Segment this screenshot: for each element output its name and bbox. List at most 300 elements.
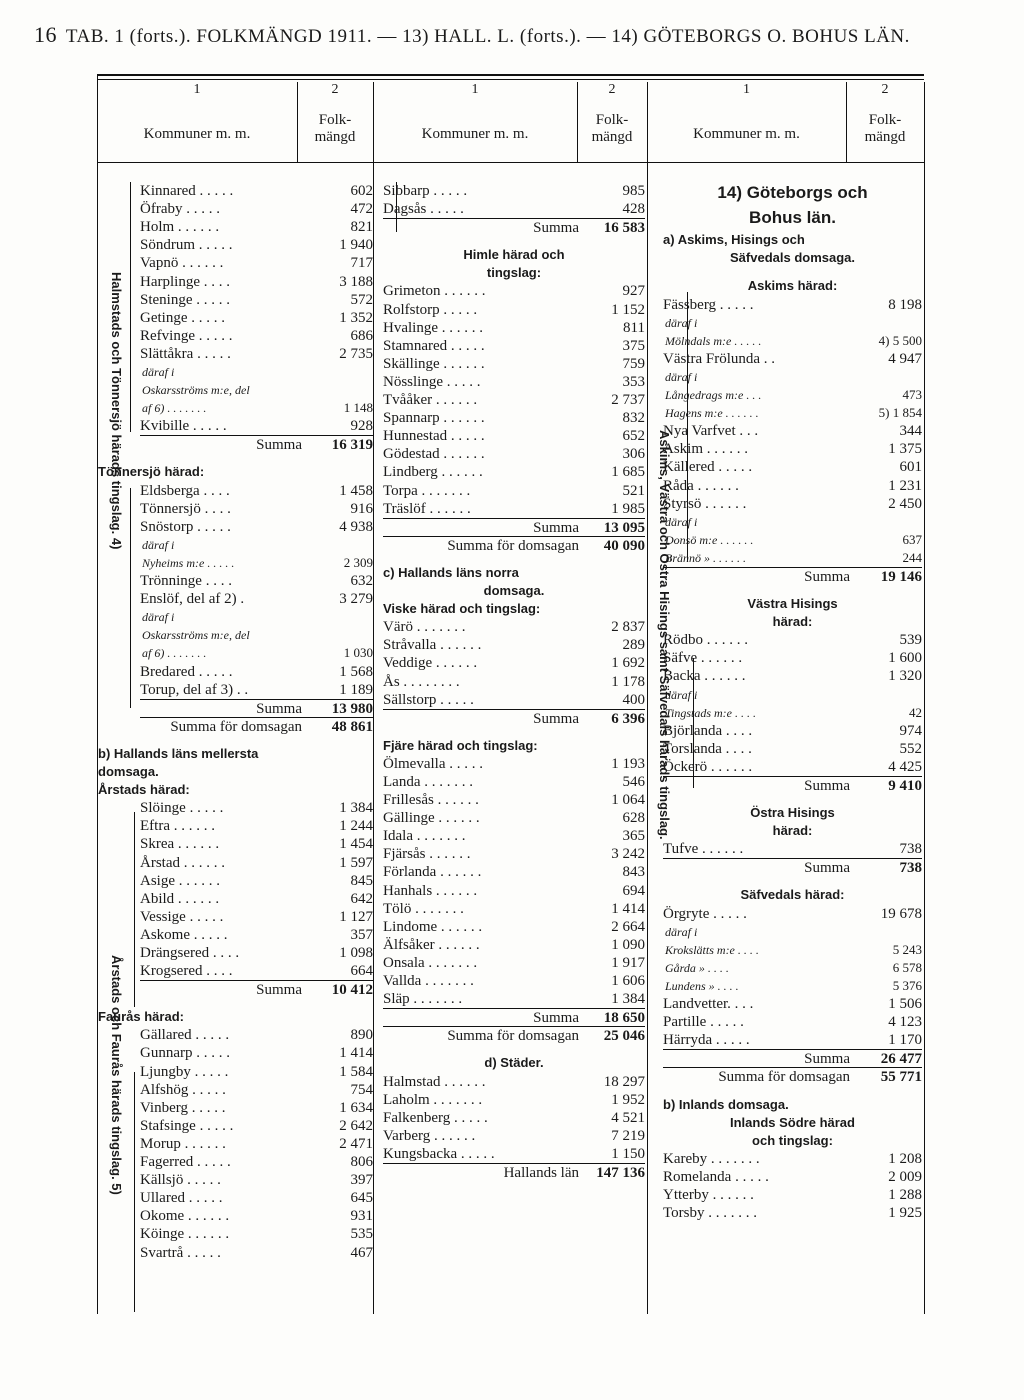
table-row — [140, 1099, 373, 1117]
column-header-kommuner: Kommuner m. m. — [421, 126, 529, 142]
section-heading — [98, 463, 373, 481]
kommun-name: Sibbarp . . . . . — [383, 183, 468, 199]
group-brace — [130, 182, 131, 432]
kommun-name: af 6) . . . . . . . — [142, 401, 207, 415]
folkmangd-value: 18 297 — [603, 1074, 645, 1090]
kommun-name: Snöstorp . . . . . — [140, 519, 231, 535]
kommun-name: däraf i — [665, 316, 698, 330]
folkmangd-value: 1 384 — [611, 991, 645, 1007]
folkmangd-value: 632 — [350, 573, 373, 589]
folkmangd-value: 1 030 — [343, 645, 373, 660]
folkmangd-value: 806 — [350, 1154, 373, 1170]
folkmangd-value: 1 170 — [888, 1032, 922, 1048]
kommun-name: Vinberg . . . . . — [140, 1100, 226, 1116]
kommun-name: Okome . . . . . . — [140, 1208, 230, 1224]
summa-row — [663, 776, 922, 795]
table-row — [140, 482, 373, 500]
kommun-name: Himle härad och — [463, 247, 565, 262]
kommun-name: Örgryte . . . . . — [663, 906, 747, 922]
folkmangd-value: 832 — [622, 410, 645, 426]
kommun-name: Brännö » . . . . . . — [665, 551, 746, 565]
table-row — [140, 835, 373, 853]
kommun-name: Lundens » . . . . — [665, 979, 739, 993]
summa-row — [140, 699, 373, 718]
kommun-name: Stråvalla . . . . . . — [383, 637, 482, 653]
kommun-name: och tingslag: — [752, 1133, 833, 1148]
section-heading — [663, 249, 922, 267]
kommun-name: c) Hallands läns norra — [383, 565, 519, 580]
column-number: 2 — [331, 82, 339, 97]
kommun-name: Skällinge . . . . . . — [383, 356, 485, 372]
kommun-name: härad: — [772, 823, 813, 838]
kommun-name: Steninge . . . . . — [140, 292, 230, 308]
column-number: 2 — [608, 82, 616, 97]
kommun-name: Summa för domsagan — [718, 1069, 850, 1085]
kommun-name: Onsala . . . . . . . — [383, 955, 478, 971]
table-row — [140, 1081, 373, 1099]
table-row — [383, 1091, 645, 1109]
kommun-name: Askome . . . . . — [140, 927, 228, 943]
kommun-name: b) Hallands läns mellersta — [98, 746, 259, 761]
kommun-name: Enslöf, del af 2) . — [140, 591, 245, 607]
table-row — [140, 854, 373, 872]
table-row — [383, 673, 645, 691]
kommun-name: Björlanda . . . . — [663, 723, 753, 739]
folkmangd-value: 1 193 — [611, 756, 645, 772]
table-row — [383, 618, 645, 636]
kommun-name: Kvibille . . . . . — [140, 418, 227, 434]
section-heading — [663, 613, 922, 631]
kommun-name: domsaga. — [98, 764, 159, 779]
folkmangd-value: 974 — [899, 723, 922, 739]
table-row — [383, 500, 645, 518]
folkmangd-value: 1 288 — [888, 1187, 922, 1203]
folkmangd-value: 1 685 — [611, 464, 645, 480]
column-header-kommuner: Kommuner m. m. — [693, 126, 800, 142]
subdivision-row — [663, 549, 922, 567]
folkmangd-value: 845 — [350, 873, 373, 889]
column-header-line: Folk- — [318, 112, 352, 128]
folkmangd-value: 6 578 — [892, 960, 922, 975]
kommun-name: Summa — [804, 569, 850, 585]
folkmangd-value: 400 — [622, 692, 645, 708]
kommun-name: Idala . . . . . . . — [383, 828, 466, 844]
kommun-name: Summa för domsagan — [447, 1028, 579, 1044]
subdivision-row — [663, 704, 922, 722]
kommun-name: Krogsered . . . . — [140, 963, 233, 979]
kommun-name: Öckerö . . . . . . — [663, 759, 753, 775]
folkmangd-value: 738 — [899, 860, 922, 876]
kommun-name: Gödestad . . . . . . — [383, 446, 485, 462]
kommun-name: Källered . . . . . — [663, 459, 753, 475]
folkmangd-value: 1 917 — [611, 955, 645, 971]
folkmangd-value: 1 152 — [611, 302, 645, 318]
col-divider — [97, 76, 98, 1314]
group-brace — [130, 488, 131, 708]
domsaga-total-row — [140, 717, 373, 736]
subdivision-row — [140, 536, 373, 554]
folkmangd-value: 1 692 — [611, 655, 645, 671]
table-row — [140, 236, 373, 254]
kommun-name: Faurås härad: — [98, 1009, 184, 1024]
domsaga-total-row — [383, 536, 645, 555]
folkmangd-value: 601 — [899, 459, 922, 475]
folkmangd-value: 19 146 — [880, 569, 922, 585]
table-row — [140, 1225, 373, 1243]
kommun-name: Holm . . . . . . — [140, 219, 220, 235]
folkmangd-value: 2 471 — [339, 1136, 373, 1152]
table-row — [140, 254, 373, 272]
kommun-name: Stafsinge . . . . . — [140, 1118, 234, 1134]
folkmangd-value: 821 — [350, 219, 373, 235]
folkmangd-value: 40 090 — [603, 538, 645, 554]
folkmangd-value: 473 — [902, 387, 922, 402]
kommun-name: däraf i — [142, 538, 175, 552]
kommun-name: Gällinge . . . . . . — [383, 810, 480, 826]
table-row — [140, 1189, 373, 1207]
table-row — [383, 827, 645, 845]
folkmangd-value: 1 506 — [888, 996, 922, 1012]
kommun-name: Eldsberga . . . . — [140, 483, 230, 499]
kommun-name: däraf i — [665, 925, 698, 939]
folkmangd-value: 1 597 — [339, 855, 373, 871]
column-header-folkmangd — [577, 112, 647, 146]
kommun-name: Fagerred . . . . . — [140, 1154, 231, 1170]
table-row — [383, 1127, 645, 1145]
kommun-name: Nyheims m:e . . . . . — [142, 556, 235, 570]
table-row — [383, 200, 645, 218]
kommun-name: Gunnarp . . . . . — [140, 1045, 230, 1061]
folkmangd-value: 1 127 — [339, 909, 373, 925]
kommun-name: Donsö m:e . . . . . . — [665, 533, 754, 547]
folkmangd-value: 2 642 — [339, 1118, 373, 1134]
table-row — [383, 936, 645, 954]
folkmangd-value: 16 583 — [603, 220, 645, 236]
header-bottom-rule — [97, 162, 924, 163]
folkmangd-value: 9 410 — [888, 778, 922, 794]
kommun-name: Nya Varfvet . . . — [663, 423, 759, 439]
kommun-name: Torslanda . . . . — [663, 741, 752, 757]
folkmangd-value: 1 634 — [339, 1100, 373, 1116]
kommun-name: Summa — [256, 982, 302, 998]
folkmangd-value: 686 — [350, 328, 373, 344]
table-row — [140, 273, 373, 291]
folkmangd-value: 344 — [899, 423, 922, 439]
kommun-name: Morup . . . . . . — [140, 1136, 226, 1152]
kommun-name: Svartrå . . . . . — [140, 1245, 221, 1261]
kommun-name: Alfshög . . . . . — [140, 1082, 226, 1098]
table-row — [140, 1153, 373, 1171]
top-rule — [97, 74, 924, 76]
kommun-name: Vessige . . . . . — [140, 909, 224, 925]
kommun-name: Landvetter. . . . — [663, 996, 754, 1012]
table-row — [140, 291, 373, 309]
column-number: 1 — [471, 82, 479, 97]
table-row — [383, 845, 645, 863]
kommun-name: Summa — [804, 1051, 850, 1067]
column-header-folkmangd — [846, 112, 924, 146]
kommun-name: Årstad . . . . . . — [140, 855, 225, 871]
kommun-name: Fässberg . . . . . — [663, 297, 754, 313]
table-row — [663, 740, 922, 758]
table-row — [140, 345, 373, 363]
folkmangd-value: 1 384 — [339, 800, 373, 816]
folkmangd-value: 1 320 — [888, 668, 922, 684]
kommun-name: Summa — [533, 220, 579, 236]
kommun-name: Fjäre härad och tingslag: — [383, 738, 538, 753]
table-row — [383, 391, 645, 409]
kommun-name: Krokslätts m:e . . . . — [665, 943, 759, 957]
folkmangd-value: 1 098 — [339, 945, 373, 961]
table-row — [383, 445, 645, 463]
section-heading — [383, 582, 645, 600]
kommun-name: Frillesås . . . . . . — [383, 792, 479, 808]
kommun-name: Styrsö . . . . . . — [663, 496, 747, 512]
table-row — [383, 654, 645, 672]
folkmangd-value: 694 — [622, 883, 645, 899]
kommun-name: Rödbo . . . . . . — [663, 632, 749, 648]
folkmangd-value: 5 376 — [892, 978, 922, 993]
folkmangd-value: 572 — [350, 292, 373, 308]
kommun-name: Summa — [804, 778, 850, 794]
folkmangd-value: 552 — [899, 741, 922, 757]
summa-row — [140, 435, 373, 454]
group-brace — [134, 812, 135, 1007]
kommun-name: Viske härad och tingslag: — [383, 601, 541, 616]
section-heading — [98, 745, 373, 763]
kommun-name: Eftra . . . . . . — [140, 818, 215, 834]
table-row — [663, 722, 922, 740]
top-rule-thin — [97, 79, 924, 80]
table-row — [383, 972, 645, 990]
folkmangd-value: 916 — [350, 501, 373, 517]
column-header-kommuner: Kommuner m. m. — [143, 126, 251, 142]
folkmangd-value: 759 — [622, 356, 645, 372]
kommun-name: däraf i — [142, 610, 175, 624]
kommun-name: Abild . . . . . . — [140, 891, 220, 907]
table-row — [140, 1026, 373, 1044]
folkmangd-value: 1 600 — [888, 650, 922, 666]
subdivision-row — [663, 314, 922, 332]
folkmangd-value: 927 — [622, 283, 645, 299]
folkmangd-value: 10 412 — [331, 982, 373, 998]
section-heading — [663, 886, 922, 904]
table-row — [663, 905, 922, 923]
kommun-name: Källsjö . . . . . — [140, 1172, 221, 1188]
folkmangd-value: 1 189 — [339, 682, 373, 698]
page-title: TAB. 1 (forts.). FOLKMÄNGD 1911. — 13) HALL. L. (forts.). — 14) GÖTEBORGS O. BOHUS LÄN. — [65, 26, 910, 47]
column-number: 1 — [193, 82, 201, 97]
table-row — [140, 890, 373, 908]
folkmangd-value: 3 279 — [339, 591, 373, 607]
table-row — [383, 301, 645, 319]
folkmangd-value: 5 243 — [892, 942, 922, 957]
folkmangd-value: 1 952 — [611, 1092, 645, 1108]
folkmangd-value: 546 — [622, 774, 645, 790]
kommun-name: Mölndals m:e . . . . . — [665, 334, 762, 348]
kommun-name: Summa — [256, 701, 302, 717]
kommun-name: Säfve . . . . . . — [663, 650, 743, 666]
kommun-name: d) Städer. — [484, 1055, 544, 1070]
kommun-name: Backa . . . . . . — [663, 668, 746, 684]
table-row — [383, 1145, 645, 1163]
folkmangd-value: 843 — [622, 864, 645, 880]
table-row — [663, 758, 922, 776]
folkmangd-value: 19 678 — [880, 906, 922, 922]
kommun-name: Ljungby . . . . . — [140, 1064, 229, 1080]
subdivision-row — [663, 368, 922, 386]
folkmangd-value: 928 — [350, 418, 373, 434]
folkmangd-value: 4) 5 500 — [878, 333, 922, 348]
kommun-name: Summa för domsagan — [170, 719, 302, 735]
table-row — [383, 482, 645, 500]
table-row — [663, 495, 922, 513]
folkmangd-value: 931 — [350, 1208, 373, 1224]
kommun-name: Bredared . . . . . — [140, 664, 233, 680]
kommun-name: Ullared . . . . . — [140, 1190, 223, 1206]
subdivision-row — [663, 386, 922, 404]
folkmangd-value: 42 — [909, 705, 922, 720]
table-row — [140, 182, 373, 200]
folkmangd-value: 1 940 — [339, 237, 373, 253]
kommun-name: af 6) . . . . . . . — [142, 646, 207, 660]
kommun-name: Summa för domsagan — [447, 538, 579, 554]
folkmangd-value: 244 — [902, 550, 922, 565]
table-row — [383, 954, 645, 972]
kommun-name: tingslag: — [486, 265, 542, 280]
kommun-name: b) Inlands domsaga. — [663, 1097, 789, 1112]
kommun-name: Tufve . . . . . . — [663, 841, 744, 857]
kommun-name: Vallda . . . . . . . — [383, 973, 474, 989]
table-row — [663, 440, 922, 458]
section-heading — [663, 1096, 922, 1114]
table-row — [383, 882, 645, 900]
folkmangd-value: 717 — [350, 255, 373, 271]
table-row — [140, 500, 373, 518]
folkmangd-value: 8 198 — [888, 297, 922, 313]
kommun-name: Nösslinge . . . . . — [383, 374, 481, 390]
table-row — [140, 962, 373, 980]
column-number: 1 — [743, 82, 750, 97]
folkmangd-value: 18 650 — [603, 1010, 645, 1026]
section-heading — [383, 264, 645, 282]
kommun-name: Härryda . . . . . — [663, 1032, 750, 1048]
folkmangd-value: 472 — [350, 201, 373, 217]
folkmangd-value: 353 — [622, 374, 645, 390]
kommun-name: Köinge . . . . . . — [140, 1226, 230, 1242]
folkmangd-value: 16 319 — [331, 437, 373, 453]
kommun-name: Summa — [533, 520, 579, 536]
section-heading — [663, 595, 922, 613]
table-row — [383, 773, 645, 791]
subdivision-row — [663, 977, 922, 995]
table-row — [140, 799, 373, 817]
table-row — [383, 463, 645, 481]
folkmangd-value: 1 178 — [611, 674, 645, 690]
summa-row — [140, 980, 373, 999]
table-row — [663, 631, 922, 649]
kommun-name: Långedrags m:e . . . — [665, 388, 762, 402]
side-label-halmstads: Halmstads och Tönnersjö härads tingslag. 4) — [109, 272, 124, 550]
subdivision-row — [663, 404, 922, 422]
kommun-name: Västra Hisings — [747, 596, 838, 611]
section-heading — [98, 763, 373, 781]
table-row — [140, 872, 373, 890]
folkmangd-value: 48 861 — [331, 719, 373, 735]
folkmangd-value: 1 090 — [611, 937, 645, 953]
table-row — [383, 282, 645, 300]
folkmangd-value: 1 454 — [339, 836, 373, 852]
folkmangd-value: 4 938 — [339, 519, 373, 535]
folkmangd-value: 375 — [622, 338, 645, 354]
subdivision-row — [140, 399, 373, 417]
table-row — [383, 791, 645, 809]
kommun-name: Tönnersjö . . . . — [140, 501, 231, 517]
table-row — [383, 809, 645, 827]
table-row — [383, 900, 645, 918]
domsaga-total-row — [383, 1026, 645, 1045]
section-heading — [383, 564, 645, 582]
folkmangd-value: 2 309 — [343, 555, 373, 570]
kommun-name: Halmstad . . . . . . — [383, 1074, 486, 1090]
county-heading — [663, 184, 922, 202]
section-heading — [663, 1132, 922, 1150]
kommun-name: Romelanda . . . . . — [663, 1169, 769, 1185]
section-heading — [383, 600, 645, 618]
kommun-name: Förlanda . . . . . . — [383, 864, 482, 880]
group-brace — [134, 1072, 135, 1312]
kommun-name: Årstads härad: — [98, 782, 190, 797]
kommun-name: Ås . . . . . . . . — [383, 674, 460, 690]
table-row — [663, 1204, 922, 1222]
kommun-name: Kinnared . . . . . — [140, 183, 234, 199]
column-header-line: mängd — [314, 129, 356, 145]
section-heading — [663, 277, 922, 295]
section-heading — [383, 1054, 645, 1072]
table-row — [383, 319, 645, 337]
subdivision-row — [663, 513, 922, 531]
folkmangd-value: 1 375 — [888, 441, 922, 457]
subdivision-row — [140, 608, 373, 626]
kommun-name: Falkenberg . . . . . — [383, 1110, 488, 1126]
kommun-name: Laholm . . . . . . . — [383, 1092, 483, 1108]
table-row — [383, 427, 645, 445]
table-row — [140, 327, 373, 345]
folkmangd-value: 637 — [902, 532, 922, 547]
table-row — [140, 1207, 373, 1225]
kommun-name: Älfsåker . . . . . . — [383, 937, 480, 953]
table-row — [140, 908, 373, 926]
county-heading — [663, 209, 922, 227]
kommun-name: Tingstads m:e . . . . — [665, 706, 757, 720]
folkmangd-value: 55 771 — [880, 1069, 922, 1085]
folkmangd-value: 3 188 — [339, 274, 373, 290]
table-row — [140, 681, 373, 699]
section-heading — [98, 1008, 373, 1026]
kommun-name: Rolfstorp . . . . . — [383, 302, 478, 318]
kommun-name: Trönninge . . . . — [140, 573, 232, 589]
kommun-name: Slöinge . . . . . — [140, 800, 224, 816]
kommun-name: Träslöf . . . . . . — [383, 501, 471, 517]
kommun-name: Harplinge . . . . — [140, 274, 230, 290]
kommun-name: Hunnestad . . . . . — [383, 428, 485, 444]
table-row — [663, 667, 922, 685]
table-row — [663, 649, 922, 667]
table-row — [140, 518, 373, 536]
page-number: 16 — [34, 22, 57, 47]
kommun-name: Hagens m:e . . . . . . — [665, 406, 759, 420]
folkmangd-value: 890 — [350, 1027, 373, 1043]
